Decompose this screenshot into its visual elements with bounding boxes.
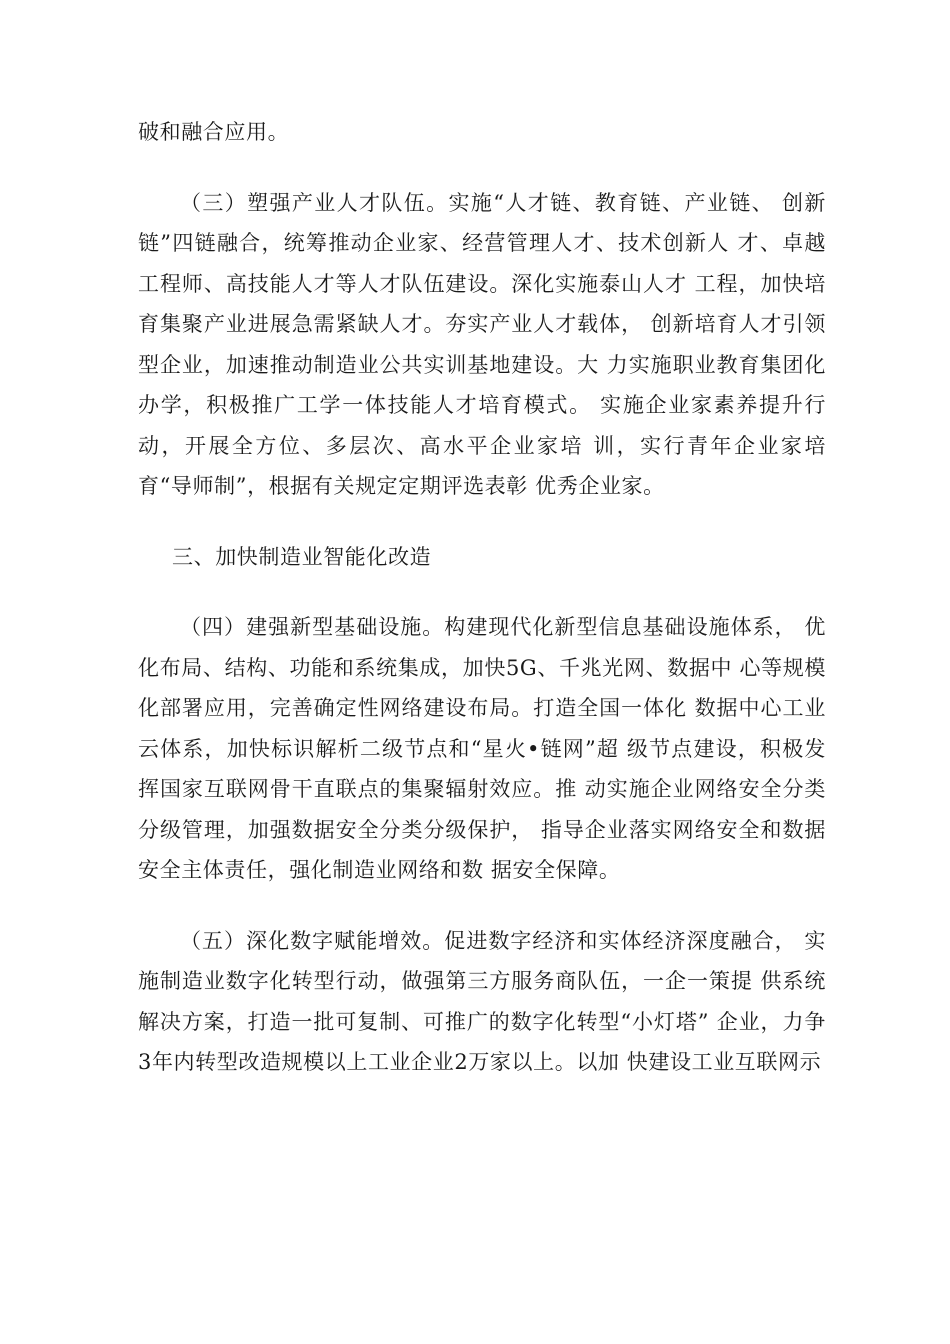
paragraph-continuation: 破和融合应用。 bbox=[138, 120, 290, 144]
paragraph-infrastructure: （四）建强新型基础设施。构建现代化新型信息基础设施体系， 优化布局、结构、功能和系统集成，加快5G、千兆光网、数据中 心等规模化部署应用，完善确定性网络建设布局。打造全国一体化 数据中心工业云体系，加快标识解析二级节点和“星火•链网”超 级节点建设，积极发挥国家互联网骨干直联点的集聚辐射效应。推 动实施企业网络安全分类分级管理，加强数据安全分类分级保护， 指导企业落实网络安全和数据安全主体责任，强化制造业网络和数 据安全保障。 bbox=[138, 615, 826, 882]
paragraph-digital-empowerment: （五）深化数字赋能增效。促进数字经济和实体经济深度融合， 实施制造业数字化转型行动，做强第三方服务商队伍，一企一策提 供系统解决方案，打造一批可复制、可推广的数字化转型“小灯塔” 企业，力争3年内转型改造规模以上工业企业2万家以上。以加 快建设工业互联网示 bbox=[138, 928, 826, 1074]
paragraph-talent-team: （三）塑强产业人才队伍。实施“人才链、教育链、产业链、 创新链”四链融合，统筹推动企业家、经营管理人才、技术创新人 才、卓越工程师、高技能人才等人才队伍建设。深化实施泰山人才 工程，加快培育集聚产业进展急需紧缺人才。夯实产业人才载体， 创新培育人才引领型企业，加速推动制造业公共实训基地建设。大 力实施职业教育集团化办学，积极推广工学一体技能人才培育模式。 实施企业家素养提升行动，开展全方位、多层次、高水平企业家培 训，实行青年企业家培育“导师制”，根据有关规定定期评选表彰 优秀企业家。 bbox=[138, 190, 826, 498]
section-heading: 三、加快制造业智能化改造 bbox=[172, 544, 432, 569]
